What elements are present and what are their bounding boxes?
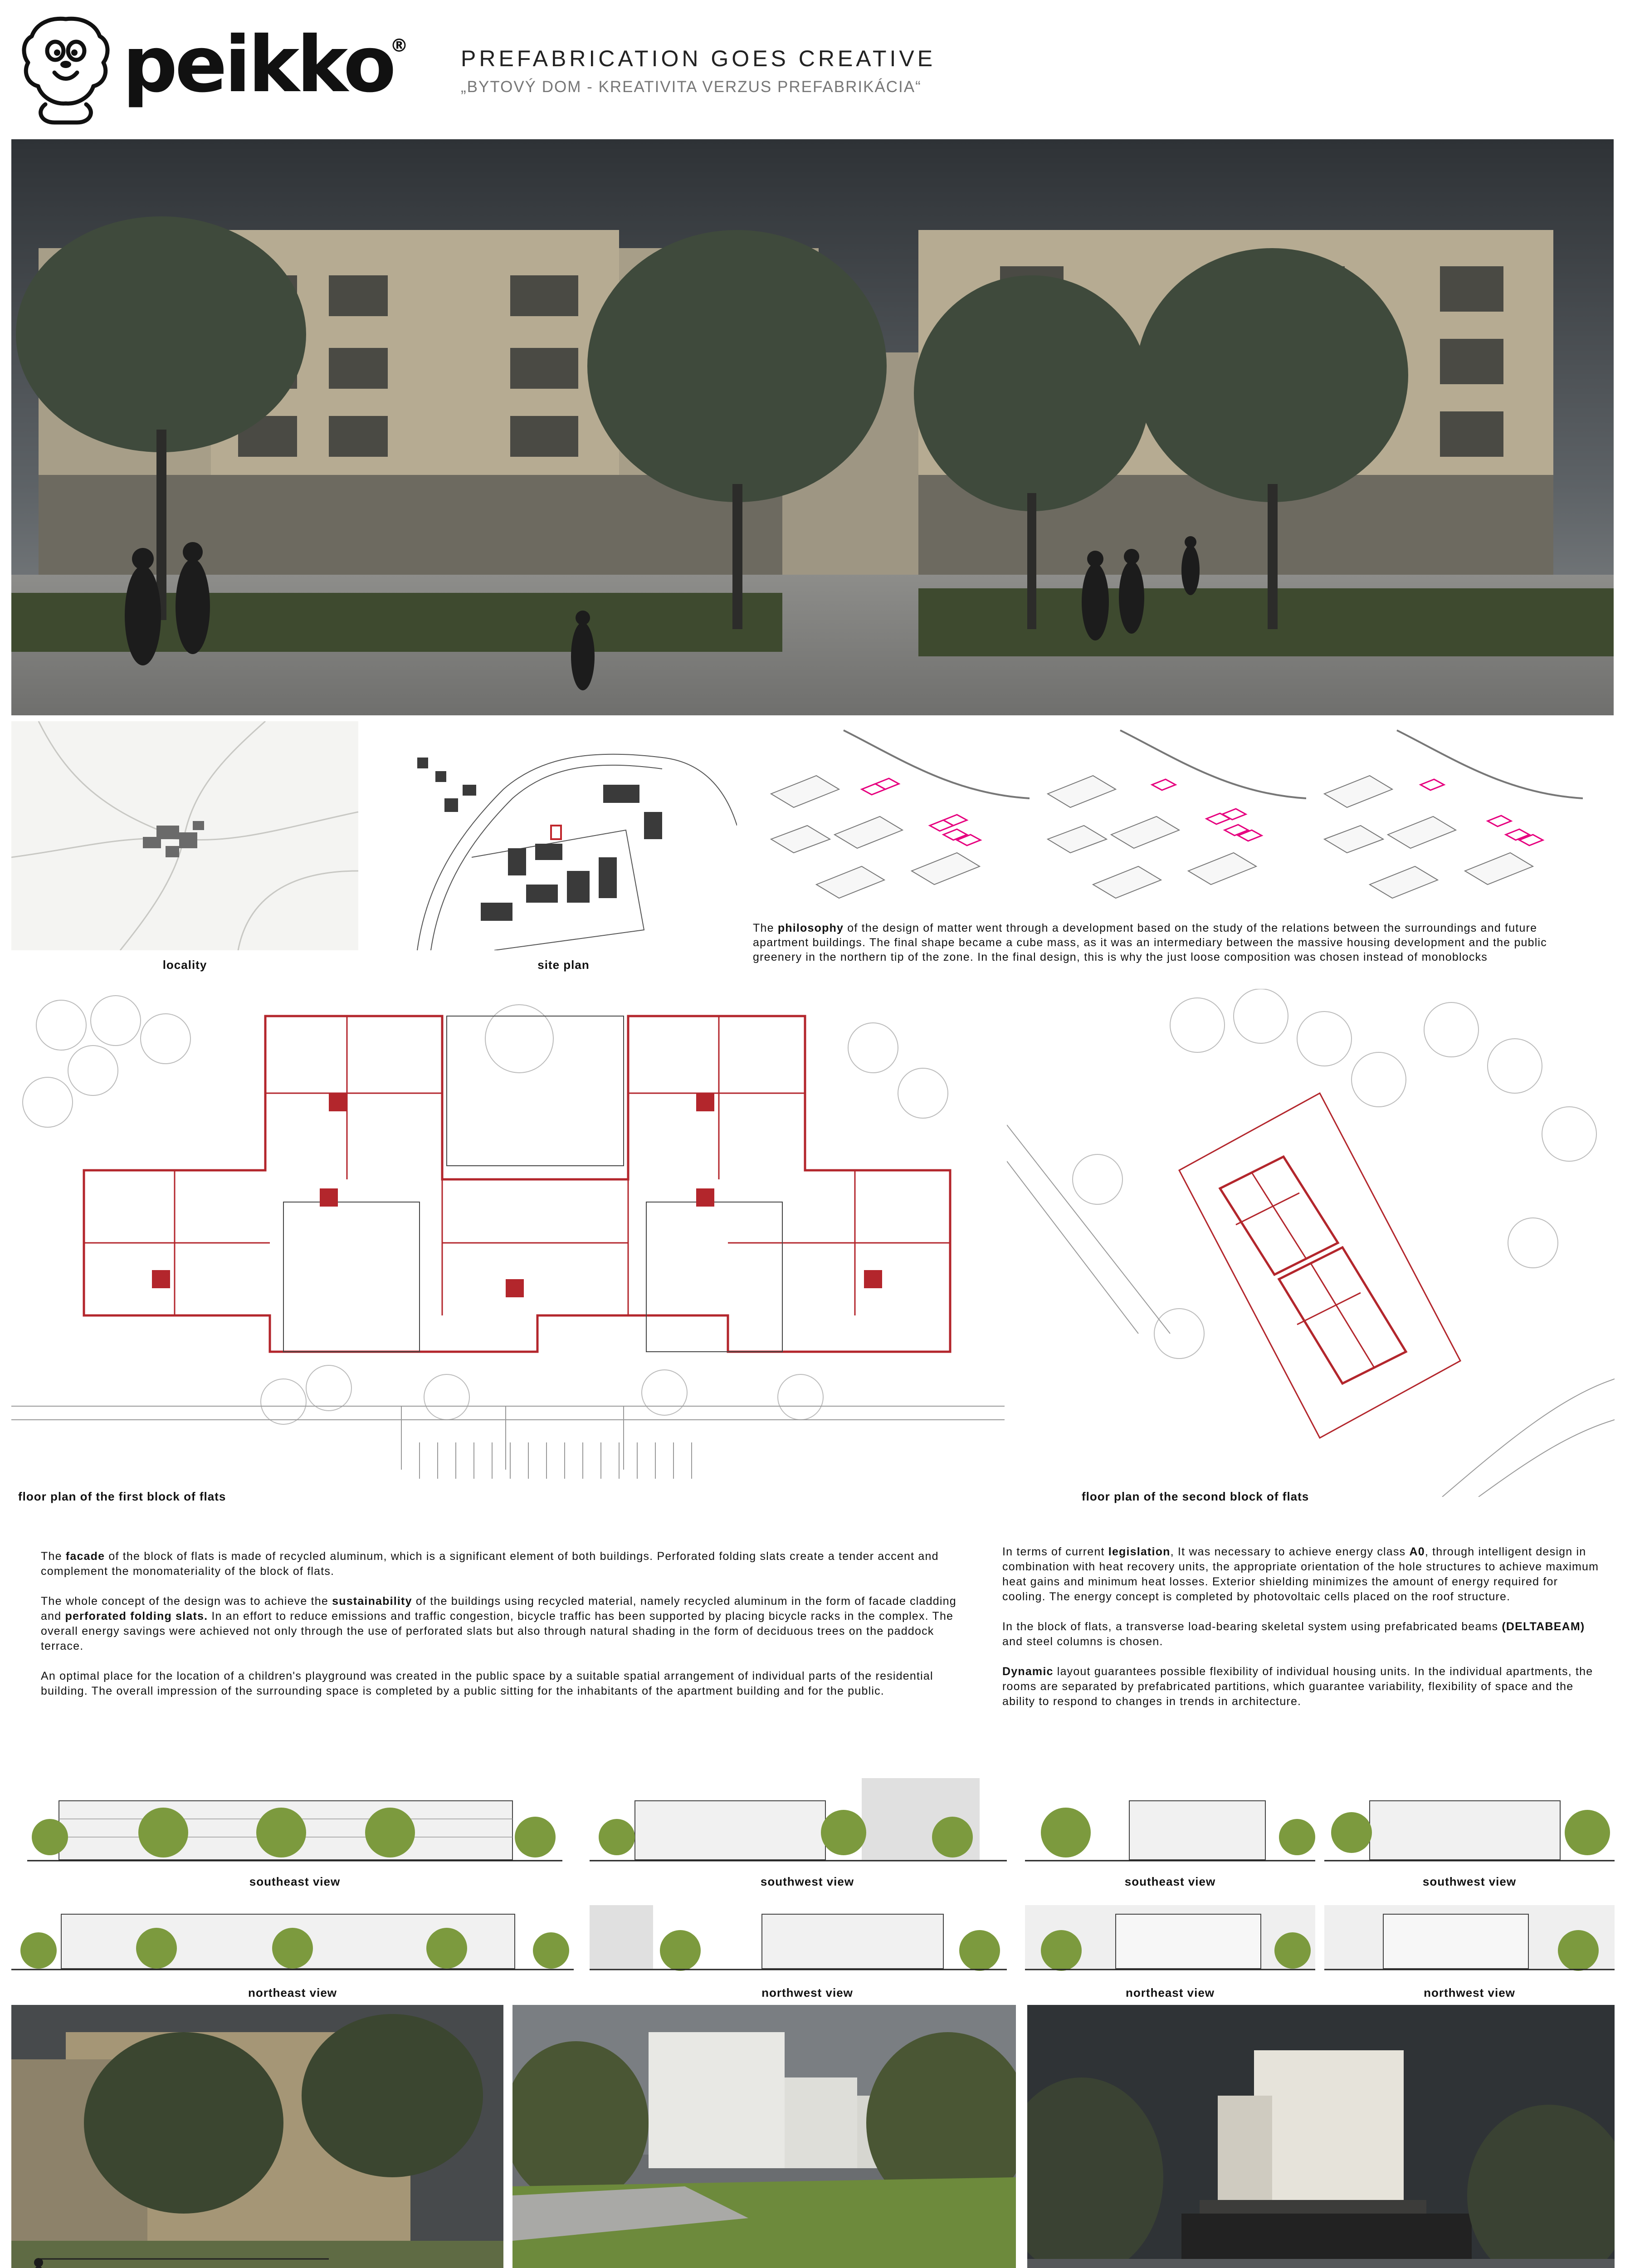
text-right-column	[1002, 1545, 1601, 1724]
elevation-label-r1-3: southeast view	[1124, 1875, 1216, 1888]
sustainability-paragraph: The whole concept of the design was to achieve the sustainability of the buildings using recycled material, namely recycled aluminum in the form of facade cladding and perforated folding slats. In an effort to reduce emissions and traffic congestion, bicycle traffic has been supported by placing bicycle racks in the complex. The overall energy savings were achieved not only through the use of perforated slats but also through natural shading in the form of deciduous trees on the paddock terrace.	[41, 1595, 956, 1652]
elevation-label-r2-4: northwest view	[1424, 1986, 1515, 1999]
structure-paragraph: In the block of flats, a transverse load-bearing skeletal system using prefabricated beams (DELTABEAM) and steel columns is chosen.	[1002, 1620, 1585, 1648]
locality-label: locality	[162, 958, 207, 972]
elevation-label-r1-1: southeast view	[249, 1875, 341, 1888]
header	[0, 0, 1625, 136]
facade-paragraph: The facade of the block of flats is made of recycled aluminum, which is a significant element of both buildings. Perforated folding slats create a tender accent and complement the monomateriality of the block of flats.	[41, 1550, 939, 1578]
philosophy-text: The philosophy of the design of matter went through a development based on the study of the relations between the surroundings and future apartment buildings. The final shape became a cube mass, as it was an intermediary between the massive housing development and the public greenery in the northern tip of the zone. In the final design, this is why the just loose composition was chosen instead of monoblocks	[753, 922, 1547, 963]
locality-map	[11, 721, 358, 950]
render-courtyard	[11, 2005, 503, 2268]
elevation-label-r2-1: northeast view	[248, 1986, 337, 1999]
elevation-label-r1-4: southwest view	[1422, 1875, 1517, 1888]
massing-diagram-1	[762, 721, 1030, 921]
elevation-label-r2-2: northwest view	[761, 1986, 853, 1999]
elevation-southwest-2	[1324, 1769, 1615, 1869]
text-left-column	[41, 1549, 961, 1714]
elevation-southwest-1	[590, 1769, 1007, 1869]
elevation-label-r2-3: northeast view	[1125, 1986, 1215, 1999]
render-second-block	[1027, 2005, 1615, 2268]
hero-render	[11, 139, 1614, 715]
philosophy-bold: philosophy	[777, 922, 844, 934]
floor-plan-first-label: floor plan of the first block of flats	[18, 1490, 226, 1503]
elevation-northwest-2	[1324, 1896, 1615, 1978]
floor-plan-first-block	[11, 989, 1005, 1497]
registered-mark: ®	[390, 35, 408, 56]
elevation-southeast-1	[27, 1787, 562, 1869]
massing-diagram-2	[1039, 721, 1306, 921]
elevation-southeast-2	[1025, 1769, 1315, 1869]
elevation-northeast-1	[11, 1905, 574, 1978]
site-plan	[390, 721, 737, 950]
render-street	[512, 2005, 1016, 2268]
page-title: PREFABRICATION GOES CREATIVE	[461, 46, 936, 71]
logo-wordmark: peikko	[122, 20, 394, 110]
legislation-paragraph: In terms of current legislation, It was necessary to achieve energy class A0, through intelligent design in combination with heat recovery units, the appropriate orientation of the hole structures to achieve maximum heat gains and minimum heat losses. Exterior shielding minimizes the amount of energy required for cooling. The energy concept is completed by photovoltaic cells placed on the roof structure.	[1002, 1545, 1599, 1603]
site-plan-label: site plan	[537, 958, 590, 972]
elevation-northwest-1	[590, 1896, 1007, 1978]
playground-paragraph: An optimal place for the location of a children's playground was created in the public space by a suitable spatial arrangement of individual parts of the residential building. The overall impression of the surrounding space is completed by a public sitting for the inhabitants of the apartment building and for the public.	[41, 1670, 933, 1697]
page-subtitle: „BYTOVÝ DOM - KREATIVITA VERZUS PREFABRIKÁCIA“	[461, 78, 922, 96]
massing-diagram-3	[1315, 721, 1583, 921]
floor-plan-second-block	[1007, 989, 1615, 1497]
layout-paragraph: Dynamic layout guarantees possible flexibility of individual housing units. In the individual apartments, the rooms are separated by prefabricated partitions, which guarantee variability, flexibility of space and the ability to respond to changes in trends in architecture.	[1002, 1665, 1593, 1708]
floor-plan-second-label: floor plan of the second block of flats	[1082, 1490, 1309, 1503]
elevation-label-r1-2: southwest view	[760, 1875, 854, 1888]
lion-mascot-logo	[18, 14, 113, 127]
elevation-northeast-2	[1025, 1896, 1315, 1978]
